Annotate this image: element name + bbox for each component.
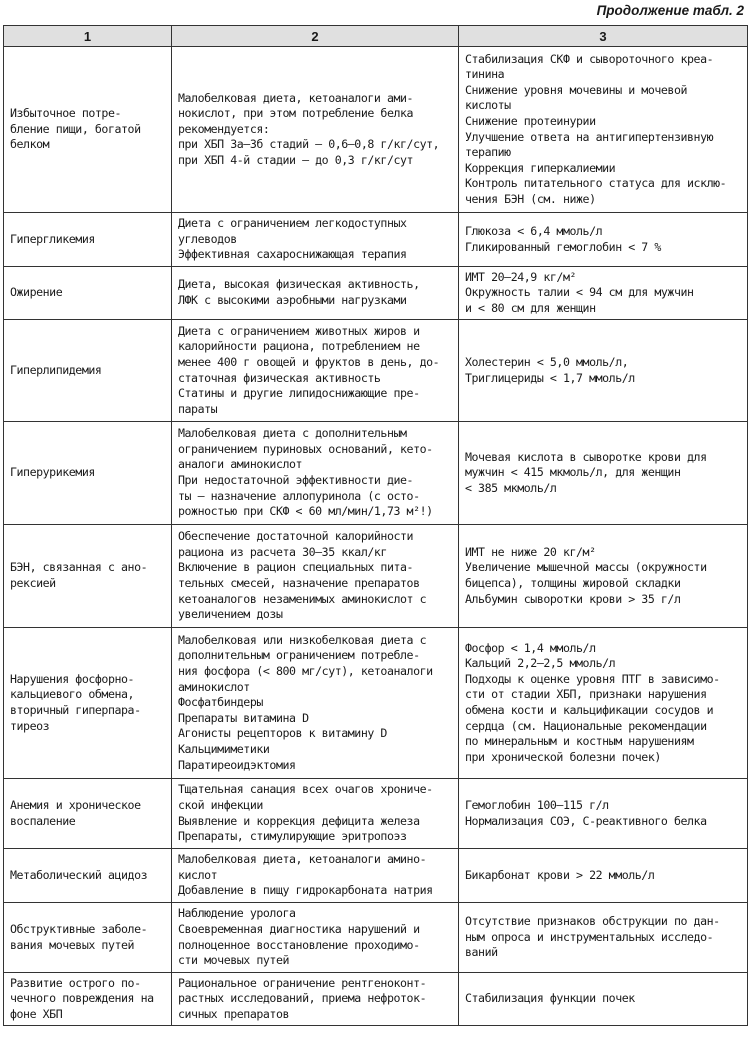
measures-cell: Рациональное ограничение рентгеноконт- растных исследований, приема нефроток- сичных препаратов (172, 973, 459, 1026)
risk-factor-cell: Ожирение (4, 267, 172, 320)
measures-cell: Наблюдение уролога Своевременная диагностика нарушений и полноценное восстановление проходимо- сти мочевых путей (172, 903, 459, 973)
table-row (4, 903, 748, 973)
targets-cell: Бикарбонат крови > 22 ммоль/л (459, 849, 748, 903)
data-table (3, 25, 748, 1026)
measures-cell: Малобелковая диета с дополнительным ограничением пуриновых оснований, кето- аналоги аминокислот При недостаточной эффективности дие- ты — назначение аллопуринола (с осто- рожностью при СКФ < 60 мл/мин/1,73 м²!) (172, 422, 459, 525)
risk-factor-cell: Нарушения фосфорно- кальциевого обмена, вторичный гиперпара- тиреоз (4, 628, 172, 779)
targets-cell: ИМТ не ниже 20 кг/м² Увеличение мышечной массы (окружности бицепса), толщины жировой складки Альбумин сыворотки крови > 35 г/л (459, 525, 748, 628)
risk-factor-cell: Гиперурикемия (4, 422, 172, 525)
risk-factor-cell: Гипергликемия (4, 213, 172, 267)
table-row (4, 422, 748, 525)
risk-factor-cell: Метаболический ацидоз (4, 849, 172, 903)
targets-cell: Стабилизация СКФ и сывороточного креа- тинина Снижение уровня мочевины и мочевой кислоты Снижение протеинурии Улучшение ответа на антигипертензивную терапию Коррекция гиперкалиемии Контроль питательного статуса для исклю- чения БЭН (см. ниже) (459, 47, 748, 213)
table-row (4, 779, 748, 849)
risk-factor-cell: Обструктивные заболе- вания мочевых путей (4, 903, 172, 973)
risk-factor-cell: Анемия и хроническое воспаление (4, 779, 172, 849)
measures-cell: Диета с ограничением легкодоступных углеводов Эффективная сахароснижающая терапия (172, 213, 459, 267)
measures-cell: Малобелковая или низкобелковая диета с дополнительным ограничением потребле- ния фосфора (< 800 мг/сут), кетоаналоги аминокислот Фосфатбиндеры Препараты витамина D Агонисты рецепторов к витамину D Кальцимиметики Паратиреоидэктомия (172, 628, 459, 779)
measures-cell: Малобелковая диета, кетоаналоги ами- нокислот, при этом потребление белка рекомендуется: при ХБП 3а–3б стадий — 0,6–0,8 г/кг/сут, при ХБП 4-й стадии — до 0,3 г/кг/сут (172, 47, 459, 213)
measures-cell: Малобелковая диета, кетоаналоги амино- кислот Добавление в пищу гидрокарбоната натрия (172, 849, 459, 903)
targets-cell: ИМТ 20–24,9 кг/м² Окружность талии < 94 см для мужчин и < 80 см для женщин (459, 267, 748, 320)
column-header-1: 1 (4, 26, 172, 47)
measures-cell: Диета с ограничением животных жиров и калорийности рациона, потреблением не менее 400 г овощей и фруктов в день, до- статочная физическая активность Статины и другие липидоснижающие пре- параты (172, 320, 459, 422)
table-row (4, 628, 748, 779)
measures-cell: Диета, высокая физическая активность, ЛФК с высокими аэробными нагрузками (172, 267, 459, 320)
table-row (4, 213, 748, 267)
targets-cell: Глюкоза < 6,4 ммоль/л Гликированный гемоглобин < 7 % (459, 213, 748, 267)
column-header-2: 2 (172, 26, 459, 47)
targets-cell: Мочевая кислота в сыворотке крови для мужчин < 415 мкмоль/л, для женщин < 385 мкмоль/л (459, 422, 748, 525)
table-row (4, 973, 748, 1026)
header-row (4, 26, 748, 47)
targets-cell: Отсутствие признаков обструкции по дан- ным опроса и инструментальных исследо- ваний (459, 903, 748, 973)
risk-factor-cell: Развитие острого по- чечного повреждения на фоне ХБП (4, 973, 172, 1026)
table-caption: Продолжение табл. 2 (596, 3, 744, 18)
table-row (4, 320, 748, 422)
risk-factor-cell: Гиперлипидемия (4, 320, 172, 422)
measures-cell: Тщательная санация всех очагов хрониче- ской инфекции Выявление и коррекция дефицита железа Препараты, стимулирующие эритропоэз (172, 779, 459, 849)
targets-cell: Стабилизация функции почек (459, 973, 748, 1026)
table-row (4, 47, 748, 213)
column-header-3: 3 (459, 26, 748, 47)
targets-cell: Фосфор < 1,4 ммоль/л Кальций 2,2–2,5 ммоль/л Подходы к оценке уровня ПТГ в зависимо- сти от стадии ХБП, признаки нарушения обмена кости и кальцификации сосудов и сердца (см. Национальные рекомендации по минеральным и костным нарушениям при хронической болезни почек) (459, 628, 748, 779)
targets-cell: Гемоглобин 100–115 г/л Нормализация СОЭ, С-реактивного белка (459, 779, 748, 849)
risk-factor-cell: Избыточное потре- бление пищи, богатой белком (4, 47, 172, 213)
table-row (4, 525, 748, 628)
measures-cell: Обеспечение достаточной калорийности рациона из расчета 30–35 ккал/кг Включение в рацион специальных пита- тельных смесей, назначение препаратов кетоаналогов незаменимых аминокислот с увеличением дозы (172, 525, 459, 628)
targets-cell: Холестерин < 5,0 ммоль/л, Триглицериды < 1,7 ммоль/л (459, 320, 748, 422)
risk-factor-cell: БЭН, связанная с ано- рексией (4, 525, 172, 628)
table-row (4, 849, 748, 903)
table-row (4, 267, 748, 320)
